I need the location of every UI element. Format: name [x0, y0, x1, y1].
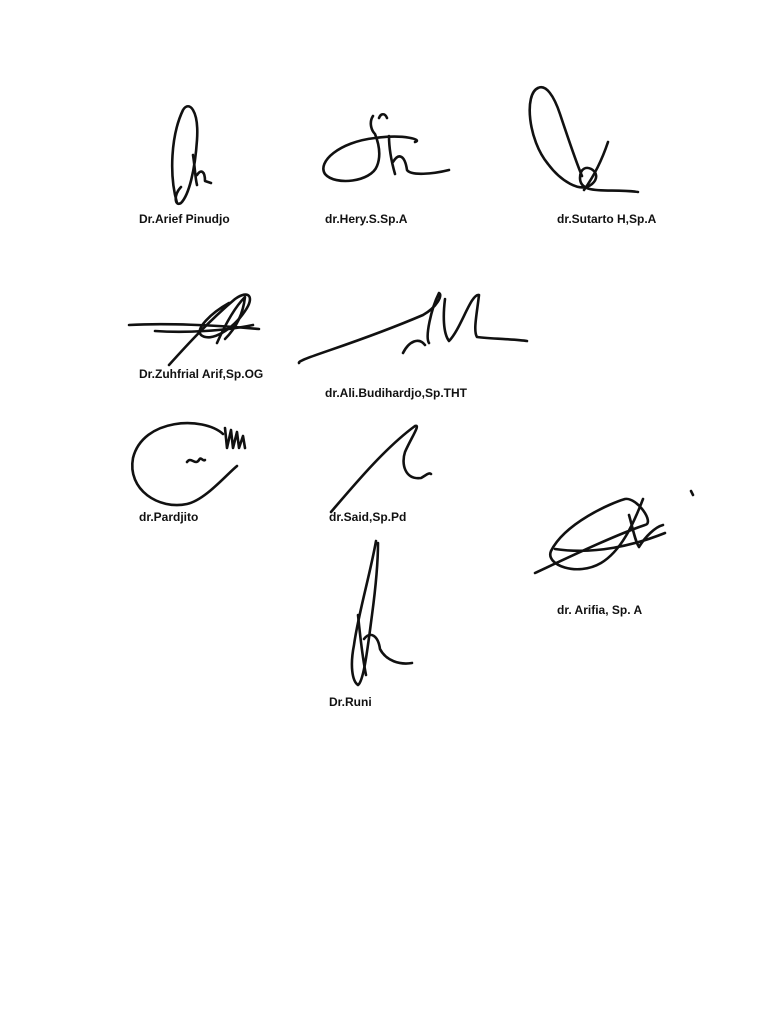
- signature-arief-pinudjo: [155, 95, 235, 215]
- signature-name: dr.Ali.Budihardjo,Sp.THT: [325, 386, 467, 400]
- signature-name: Dr.Runi: [329, 695, 372, 709]
- signature-said: [325, 418, 445, 518]
- signature-pardjito: [125, 418, 255, 513]
- signature-ali-budihardjo: [293, 285, 533, 370]
- signature-name: Dr.Zuhfrial Arif,Sp.OG: [139, 367, 264, 381]
- signature-hery: [315, 108, 465, 193]
- signature-name: dr. Arifia, Sp. A: [557, 603, 643, 617]
- signature-arifia: [525, 485, 695, 585]
- signature-name: dr.Said,Sp.Pd: [329, 510, 407, 524]
- signature-name: dr.Pardjito: [139, 510, 199, 524]
- signature-name: Dr.Arief Pinudjo: [139, 212, 230, 226]
- signature-sutarto: [520, 80, 650, 205]
- signature-name: dr.Sutarto H,Sp.A: [557, 212, 657, 226]
- signature-zuhfrial: [125, 285, 265, 370]
- signature-name: dr.Hery.S.Sp.A: [325, 212, 408, 226]
- signature-runi: [340, 535, 430, 695]
